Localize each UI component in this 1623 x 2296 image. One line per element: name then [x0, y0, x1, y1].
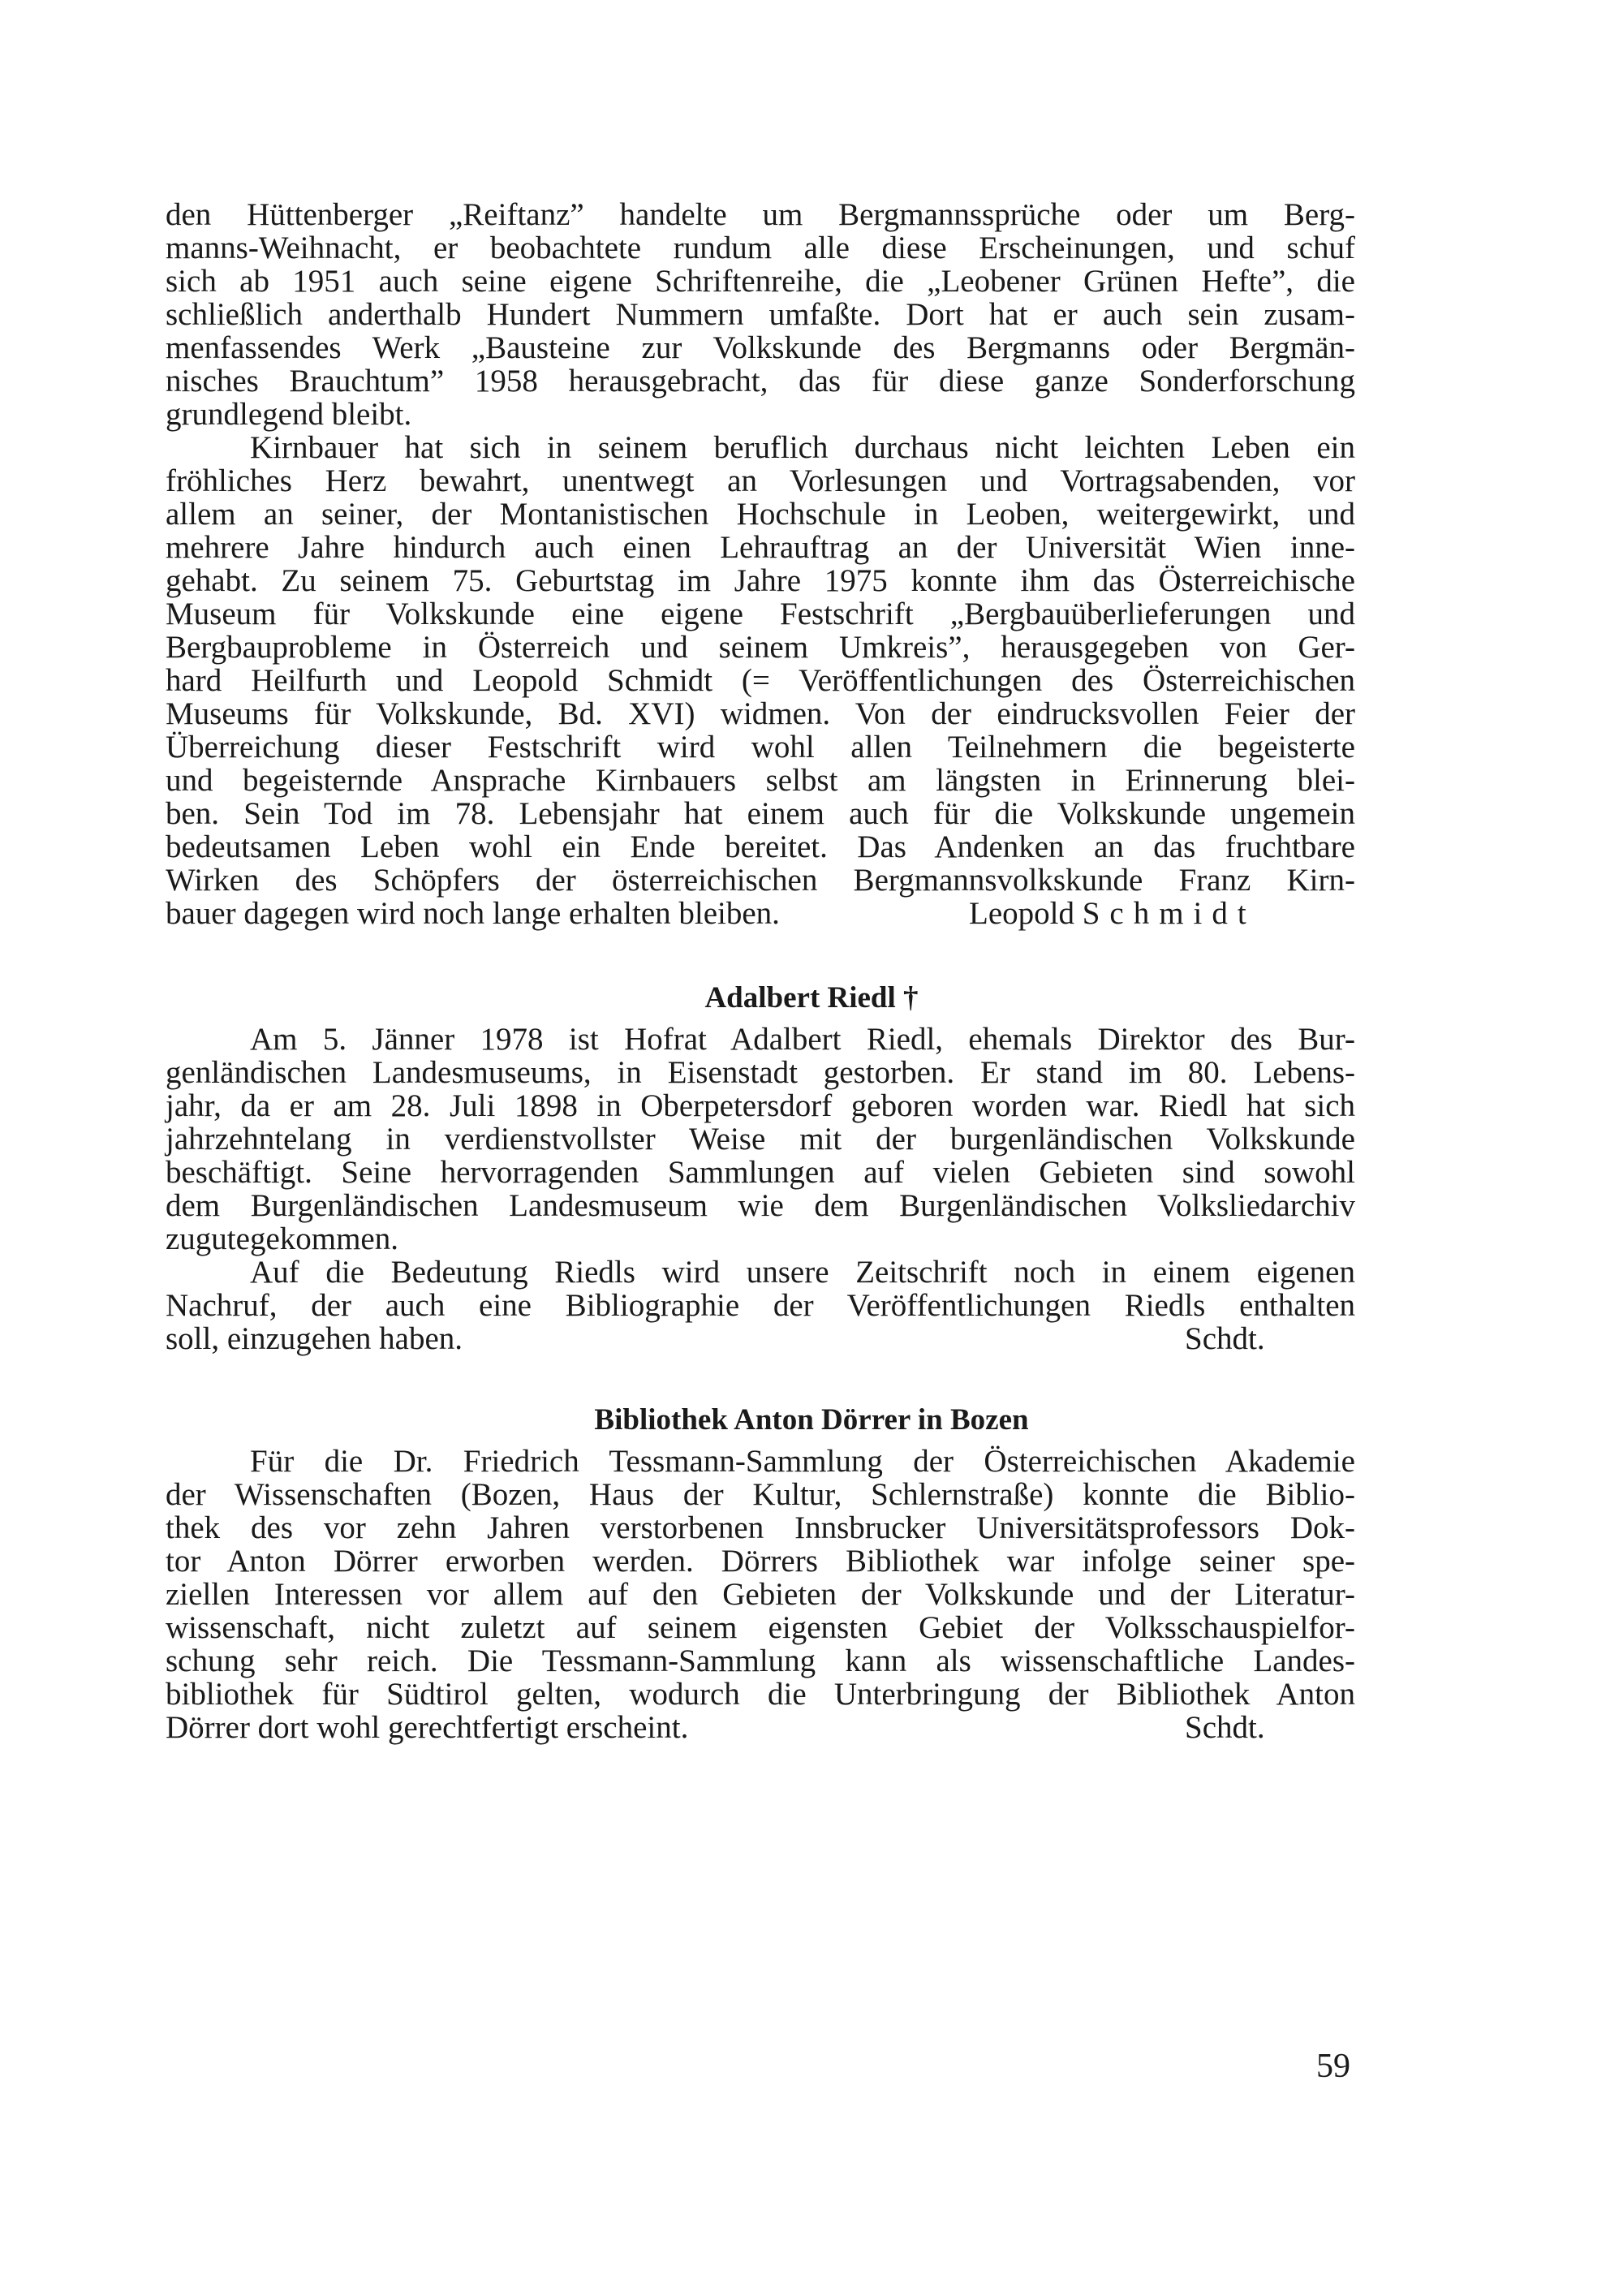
text-line [166, 1711, 1355, 1744]
text-line: allem an seiner, der Montanistischen Hochschule in Leoben, weitergewirkt, und [166, 497, 1355, 532]
author-signature: Schdt. [1185, 1321, 1265, 1356]
text-line: Überreichung dieser Festschrift wird wohl allen Teilnehmern die begeisterte [166, 730, 1355, 765]
text-line: schung sehr reich. Die Tessmann-Sammlung kann als wissenschaftliche Landes- [166, 1643, 1355, 1678]
text-line: und begeisternde Ansprache Kirnbauers selbst am längsten in Erinnerung blei- [166, 763, 1355, 798]
heading-adalbert-riedl: Adalbert Riedl † [704, 981, 919, 1014]
text-line: Für die Dr. Friedrich Tessmann-Sammlung der Österreichischen Akademie [250, 1444, 1355, 1479]
text-line: Museum für Volkskunde eine eigene Festschrift „Bergbauüberlieferungen und [166, 597, 1355, 631]
text-line [166, 897, 1355, 930]
author-signature: Leopold Schmidt [969, 896, 1256, 931]
text-line: Am 5. Jänner 1978 ist Hofrat Adalbert Riedl, ehemals Direktor des Bur- [250, 1022, 1355, 1057]
text-line: Auf die Bedeutung Riedls wird unsere Zeitschrift noch in einem eigenen [250, 1255, 1355, 1290]
text-line: jahr, da er am 28. Juli 1898 in Oberpetersdorf geboren worden war. Riedl hat sich [166, 1088, 1355, 1123]
text-line: mehrere Jahre hindurch auch einen Lehrauftrag an der Universität Wien inne- [166, 530, 1355, 565]
text-line: gehabt. Zu seinem 75. Geburtstag im Jahre 1975 konnte ihm das Österreichische [166, 563, 1355, 598]
text-line: nisches Brauchtum” 1958 herausgebracht, das für diese ganze Sonderforschung [166, 364, 1355, 398]
obituary-kirnbauer-text [166, 198, 1355, 930]
text-line: bibliothek für Südtirol gelten, wodurch die Unterbringung der Bibliothek Anton [166, 1677, 1355, 1712]
signature-surname: Schmidt [1082, 896, 1256, 931]
text-line: ziellen Interessen vor allem auf den Gebieten der Volkskunde und der Literatur- [166, 1577, 1355, 1612]
text-line: zugutegekommen. [166, 1221, 398, 1256]
text-line: ben. Sein Tod im 78. Lebensjahr hat einem auch für die Volkskunde ungemein [166, 796, 1355, 831]
text-line: thek des vor zehn Jahren verstorbenen Innsbrucker Universitätsprofessors Dok- [166, 1510, 1355, 1545]
text-line [166, 1322, 1355, 1355]
text-line: beschäftigt. Seine hervorragenden Sammlungen auf vielen Gebieten sind sowohl [166, 1155, 1355, 1190]
text-line: tor Anton Dörrer erworben werden. Dörrers Bibliothek war infolge seiner spe- [166, 1544, 1355, 1579]
text-line-content: bauer dagegen wird noch lange erhalten bleiben. [166, 896, 780, 931]
text-line: genländischen Landesmuseums, in Eisenstadt gestorben. Er stand im 80. Lebens- [166, 1055, 1355, 1090]
obituary-riedl-text [166, 1023, 1355, 1355]
text-line: jahrzehntelang in verdienstvollster Weise mit der burgenländischen Volkskunde [166, 1122, 1355, 1157]
text-line: Museums für Volkskunde, Bd. XVI) widmen. Von der eindrucksvollen Feier der [166, 696, 1355, 731]
text-line-content: soll, einzugehen haben. [166, 1321, 463, 1356]
text-line: wissenschaft, nicht zuletzt auf seinem eigensten Gebiet der Volksschauspielfor- [166, 1610, 1355, 1645]
text-line: manns-Weihnacht, er beobachtete rundum alle diese Erscheinungen, und schuf [166, 230, 1355, 265]
text-line: der Wissenschaften (Bozen, Haus der Kultur, Schlernstraße) konnte die Biblio- [166, 1477, 1355, 1512]
text-line: hard Heilfurth und Leopold Schmidt (= Veröffentlichungen des Österreichischen [166, 663, 1355, 698]
text-line: Kirnbauer hat sich in seinem beruflich durchaus nicht leichten Leben ein [250, 430, 1355, 465]
bibliothek-doerrer-text [166, 1445, 1355, 1744]
text-line: Wirken des Schöpfers der österreichischen Bergmannsvolkskunde Franz Kirn- [166, 863, 1355, 898]
text-line-content: Dörrer dort wohl gerechtfertigt erscheint. [166, 1710, 689, 1745]
text-line: schließlich anderthalb Hundert Nummern umfaßte. Dort hat er auch sein zusam- [166, 297, 1355, 332]
text-line: sich ab 1951 auch seine eigene Schriftenreihe, die „Leobener Grünen Hefte”, die [166, 264, 1355, 299]
page-number: 59 [1316, 2048, 1350, 2085]
text-line: den Hüttenberger „Reiftanz” handelte um Bergmannssprüche oder um Berg- [166, 197, 1355, 232]
text-line: dem Burgenländischen Landesmuseum wie dem Burgenländischen Volksliedarchiv [166, 1188, 1355, 1223]
text-line: Nachruf, der auch eine Bibliographie der Veröffentlichungen Riedls enthalten [166, 1288, 1355, 1323]
text-line: grundlegend bleibt. [166, 397, 412, 432]
heading-bibliothek-doerrer: Bibliothek Anton Dörrer in Bozen [594, 1403, 1029, 1437]
text-line: menfassendes Werk „Bausteine zur Volkskunde des Bergmanns oder Bergmän- [166, 330, 1355, 365]
text-line: Bergbauprobleme in Österreich und seinem Umkreis”, herausgegeben von Ger- [166, 630, 1355, 665]
text-line: bedeutsamen Leben wohl ein Ende bereitet. Das Andenken an das fruchtbare [166, 829, 1355, 864]
author-signature: Schdt. [1185, 1710, 1265, 1745]
text-line: fröhliches Herz bewahrt, unentwegt an Vorlesungen und Vortragsabenden, vor [166, 463, 1355, 498]
